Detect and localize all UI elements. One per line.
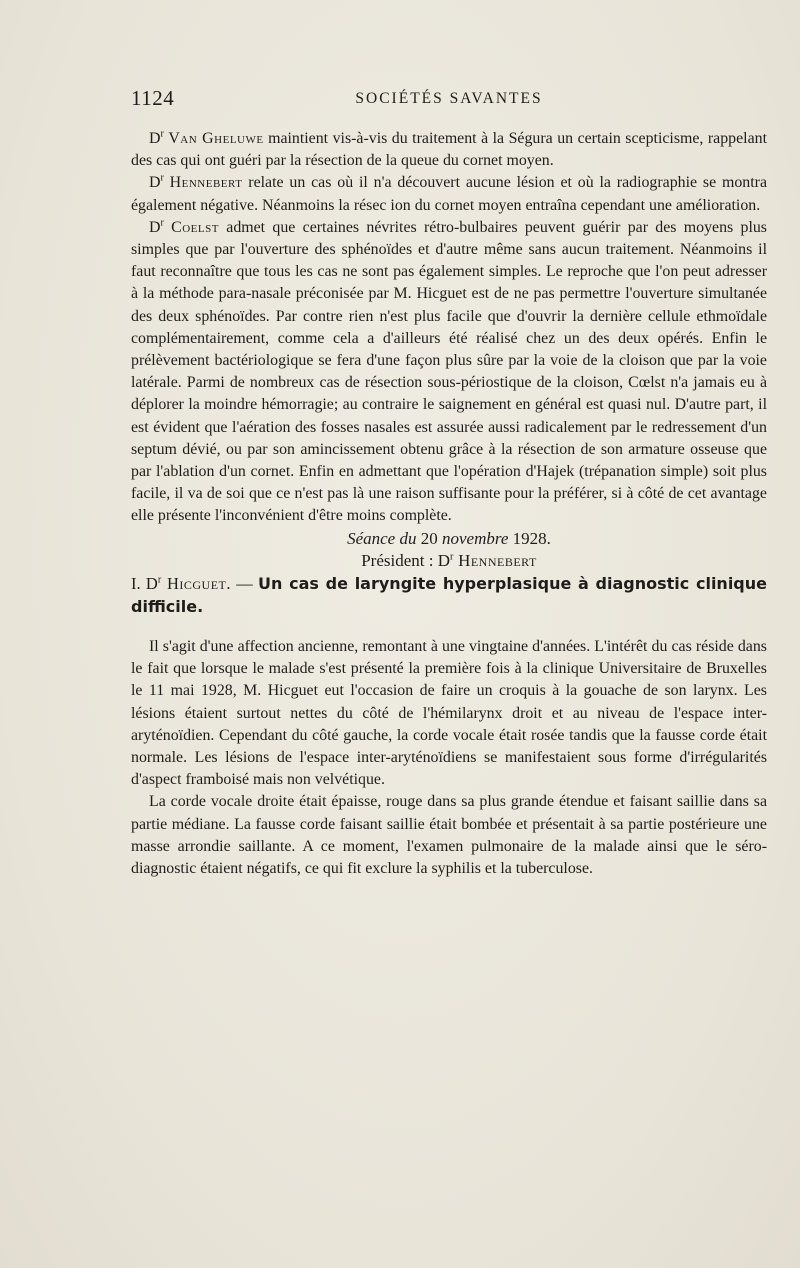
speaker-title: D	[149, 130, 161, 147]
page-number: 1124	[131, 86, 175, 110]
case-heading: Un cas de laryngite hyperplasique à diagnostic clinique difficile.	[131, 574, 767, 617]
meeting-day: 20	[416, 528, 442, 548]
meeting-prefix: Séance du	[347, 528, 417, 548]
page-body	[131, 128, 767, 880]
president-title-sup: r	[449, 551, 454, 563]
running-title: SOCIÉTÉS SAVANTES	[355, 90, 543, 107]
paragraph-text: maintient vis-à-vis du traitement à la Ségura un certain scepticisme, rappelant des cas qui ont guéri par la résection de la queue du cornet moyen.	[131, 130, 767, 170]
case-author-title-sup: r	[157, 574, 162, 586]
president-name: Hennebert	[453, 550, 537, 570]
meeting-year: 1928.	[508, 528, 551, 548]
meeting-month: novembre	[441, 528, 509, 548]
speaker-name: Coelst	[171, 218, 219, 236]
discussion-paragraph-coelst	[131, 217, 767, 528]
discussion-paragraph-van-gheluwe	[131, 128, 767, 172]
speaker-title-sup: r	[160, 173, 164, 185]
meeting-date	[131, 528, 767, 550]
case-dash: —	[230, 574, 259, 594]
speaker-title-sup: r	[160, 128, 164, 140]
case-author: Hicguet.	[161, 574, 231, 594]
speaker-name: Van Gheluwe	[168, 130, 264, 147]
speaker-title: D	[149, 218, 161, 236]
case-title	[131, 572, 767, 618]
section-gap	[131, 618, 767, 636]
case-number: I.	[131, 574, 146, 594]
president-label: Président :	[361, 550, 438, 570]
president-title: D	[437, 550, 450, 570]
paragraph-text: relate un cas où il n'a découvert aucune lésion et où la radiographie se montra également négative. Néanmoins la résec ion du cornet moyen entraîna cependant une amélioration.	[131, 174, 767, 214]
discussion-paragraph-hennebert	[131, 172, 767, 216]
speaker-title: D	[149, 174, 161, 192]
paragraph-text: admet que certaines névrites rétro-bulbaires peuvent guérir par des moyens plus simples que par l'ouverture des sphénoïdes et d'autre même sans aucun traitement. Néanmoins il faut reconnaître que tous les cas ne sont pas également simples. Le reproche que l'on peut adresser à la méthode para-nasale préconisée par M. Hicguet est de ne pas permettre l'ouverture simultanée des deux sphénoïdes. Par contre rien n'est plus facile que d'ouvrir la dernière cellule ethmoïdale complémentairement, comme cela a d'ailleurs été réalisé chez un des deux opérés. Enfin le prélèvement bactériologique se fera d'une façon plus sûre par la voie de la cloison que par la voie latérale. Parmi de nombreux cas de résection sous-périostique de la cloison, Cœlst n'a jamais eu à déplorer la moindre hémorragie; au contraire le saignement en général est quasi nul. D'autre part, il est évident que l'aération des fosses nasales est assurée aussi radicalement par le redressement d'un septum dévié, ou par son amincissement obtenu grâce à la résection de son armature osseuse que par l'ablation d'un cornet. Enfin en admettant que l'opération d'Hajek (trépanation simple) soit plus facile, il va de soi que ce n'est pas là une raison suffisante pour la préférer, si à côté de cet avantage elle présente l'inconvénient d'être moins complète.	[131, 218, 767, 525]
case-paragraph: Il s'agit d'une affection ancienne, remontant à une vingtaine d'années. L'intérêt du cas réside dans le fait que lorsque le malade s'est présenté la première fois à la clinique Universitaire de Bruxelles le 11 mai 1928, M. Hicguet eut l'occasion de faire un croquis à la gouache de son larynx. Les lésions étaient surtout nettes du côté de l'hémilarynx droit et au niveau de l'espace inter-aryténoïdien. Cependant du côté gauche, la corde vocale était rosée tandis que la fausse corde était normale. Les lésions de l'espace inter-aryténoïdiens se manifestaient sous forme d'irrégularités d'aspect framboisé mais non velvétique.	[131, 638, 767, 789]
page-header	[131, 86, 767, 116]
speaker-title-sup: r	[160, 217, 164, 229]
meeting-president	[131, 550, 767, 572]
case-author-title: D	[145, 574, 158, 594]
case-paragraph: La corde vocale droite était épaisse, rouge dans sa plus grande étendue et faisant saillie dans sa partie médiane. La fausse corde faisant saillie était bombée et présentait à sa partie postérieure une masse arrondie saillante. A ce moment, l'examen pulmonaire de la malade ainsi que le séro-diagnostic étaient négatifs, ce qui fit exclure la syphilis et la tuberculose.	[131, 793, 767, 878]
speaker-name: Hennebert	[169, 174, 243, 192]
